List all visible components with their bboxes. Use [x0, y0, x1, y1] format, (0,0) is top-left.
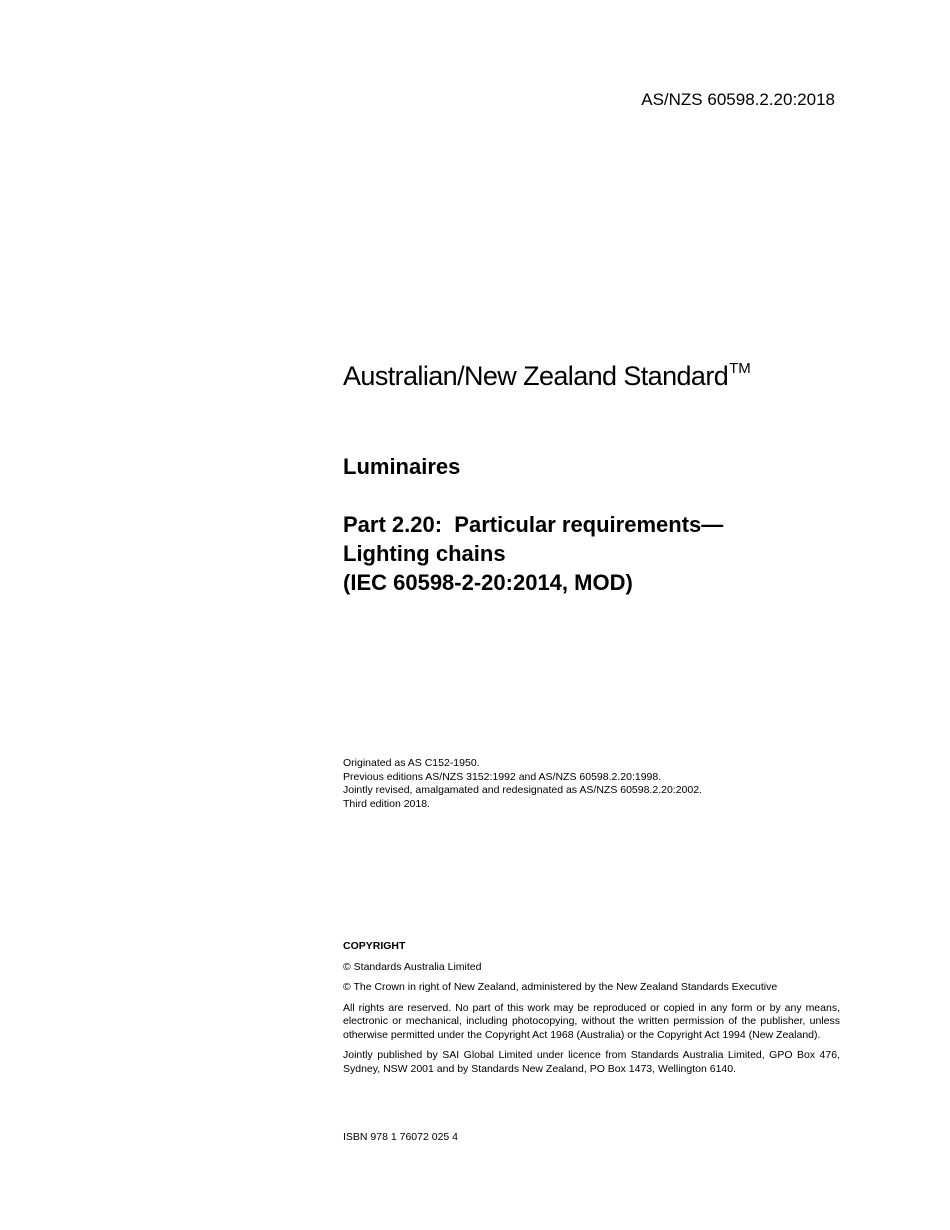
subject-title: Luminaires	[343, 454, 461, 479]
isbn: ISBN 978 1 76072 025 4	[343, 1131, 459, 1143]
document-number: AS/NZS 60598.2.20:2018	[641, 90, 835, 109]
copyright-heading: COPYRIGHT	[343, 940, 406, 952]
history-line: Previous editions AS/NZS 3152:1992 and AS/NZS 60598.2.20:1998.	[343, 770, 662, 783]
part-title-line: Part 2.20: Particular requirements—	[343, 512, 724, 537]
part-title-line: (IEC 60598-2-20:2014, MOD)	[343, 570, 633, 595]
standard-title	[343, 360, 840, 392]
edition-history	[343, 757, 840, 811]
copyright-owner: © The Crown in right of New Zealand, administered by the New Zealand Standards Executive	[343, 981, 778, 993]
publisher-statement: Jointly published by SAI Global Limited under licence from Standards Australia Limited, GPO Box 476, Sydney, NSW 2001 and by Standards New Zealand, PO Box 1473, Wellington 6140.	[343, 1049, 840, 1075]
rights-statement: All rights are reserved. No part of this work may be reproduced or copied in any form or by any means, electronic or mechanical, including photocopying, without the written permission of the publisher, unless otherwise permitted under the Copyright Act 1968 (Australia) or the Copyright Act 1994 (New Zealand).	[343, 1001, 840, 1041]
standard-title-text: Australian/New Zealand Standard	[343, 361, 729, 391]
history-line: Jointly revised, amalgamated and redesignated as AS/NZS 60598.2.20:2002.	[343, 784, 702, 796]
part-title	[343, 510, 840, 597]
part-title-line: Lighting chains	[343, 541, 506, 566]
trademark-mark: TM	[729, 360, 751, 377]
copyright-owner: © Standards Australia Limited	[343, 960, 482, 973]
copyright-notice	[343, 940, 840, 1083]
history-line: Originated as AS C152-1950.	[343, 757, 480, 769]
history-line: Third edition 2018.	[343, 797, 430, 810]
